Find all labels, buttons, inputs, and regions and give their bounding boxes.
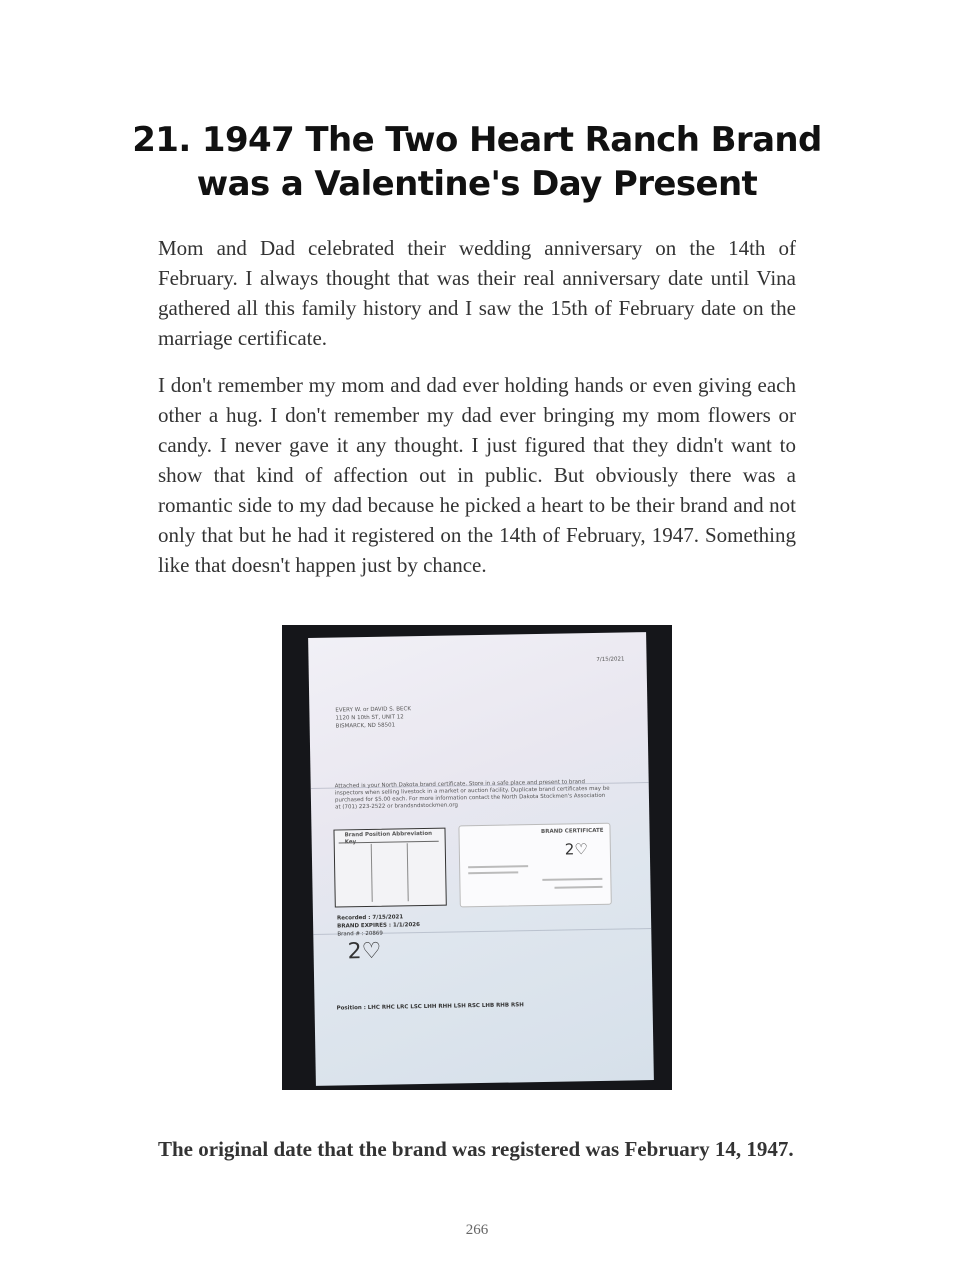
abbreviation-key-box xyxy=(333,828,446,908)
recorded-date: Recorded : 7/15/2021 xyxy=(336,914,404,922)
letter-date: 7/15/2021 xyxy=(596,656,625,663)
card-brand-symbol: 2♡ xyxy=(564,840,589,859)
address-line-3: BISMARCK, ND 58501 xyxy=(335,722,396,730)
certificate-sheet xyxy=(308,632,654,1086)
brand-expires: BRAND EXPIRES : 1/1/2026 xyxy=(337,922,421,930)
photo-caption: The original date that the brand was registered was February 14, 1947. xyxy=(158,1137,794,1161)
brand-certificate-photo xyxy=(282,625,672,1090)
chapter-title: 21. 1947 The Two Heart Ranch Brand was a Valentine's Day Present xyxy=(132,120,822,204)
brand-number: Brand # : 20869 xyxy=(337,930,383,938)
paragraph-1: Mom and Dad celebrated their wedding anniversary on the 14th of February. I always thought that was their real anniversary date until Vina gathered all this family history and I saw the 15th of February date on the marriage certificate. xyxy=(158,236,796,350)
key-title: Brand Position Abbreviation xyxy=(344,830,433,839)
brand-position: Position : LHC RHC LRC LSC LHH RHH LSH RSC LHB RHB RSH xyxy=(336,1002,524,1012)
brand-symbol: 2♡ xyxy=(347,938,382,965)
address-line-1: EVERY W. or DAVID S. BECK xyxy=(335,706,412,714)
card-title: BRAND CERTIFICATE xyxy=(540,827,604,835)
brand-card xyxy=(458,823,611,908)
paragraph-2: I don't remember my mom and dad ever holding hands or even giving each other a hug. I don't remember my dad ever bringing my mom flowers or candy. I never gave it any thought. I just figured that they didn't want to show that kind of affection out in public. But obviously there was a romantic side to my dad because he picked a heart to be their brand and not only that but he had it registered on the 14th of February, 1947. Something like that doesn't happen just by chance. xyxy=(158,373,796,577)
address-line-2: 1120 N 10th ST, UNIT 12 xyxy=(335,714,404,722)
page-number: 266 xyxy=(465,1222,489,1238)
letter-text: Attached is your North Dakota brand certificate. Store in a safe place and present to brand inspectors when selling livestock in a market or auction facility. Duplicate brand certificates may be purchased for $5.00 each. For more information contact the North Dakota Stockmen's Association at (701) 223-2522 or brandsndstockmen.org xyxy=(334,779,610,811)
